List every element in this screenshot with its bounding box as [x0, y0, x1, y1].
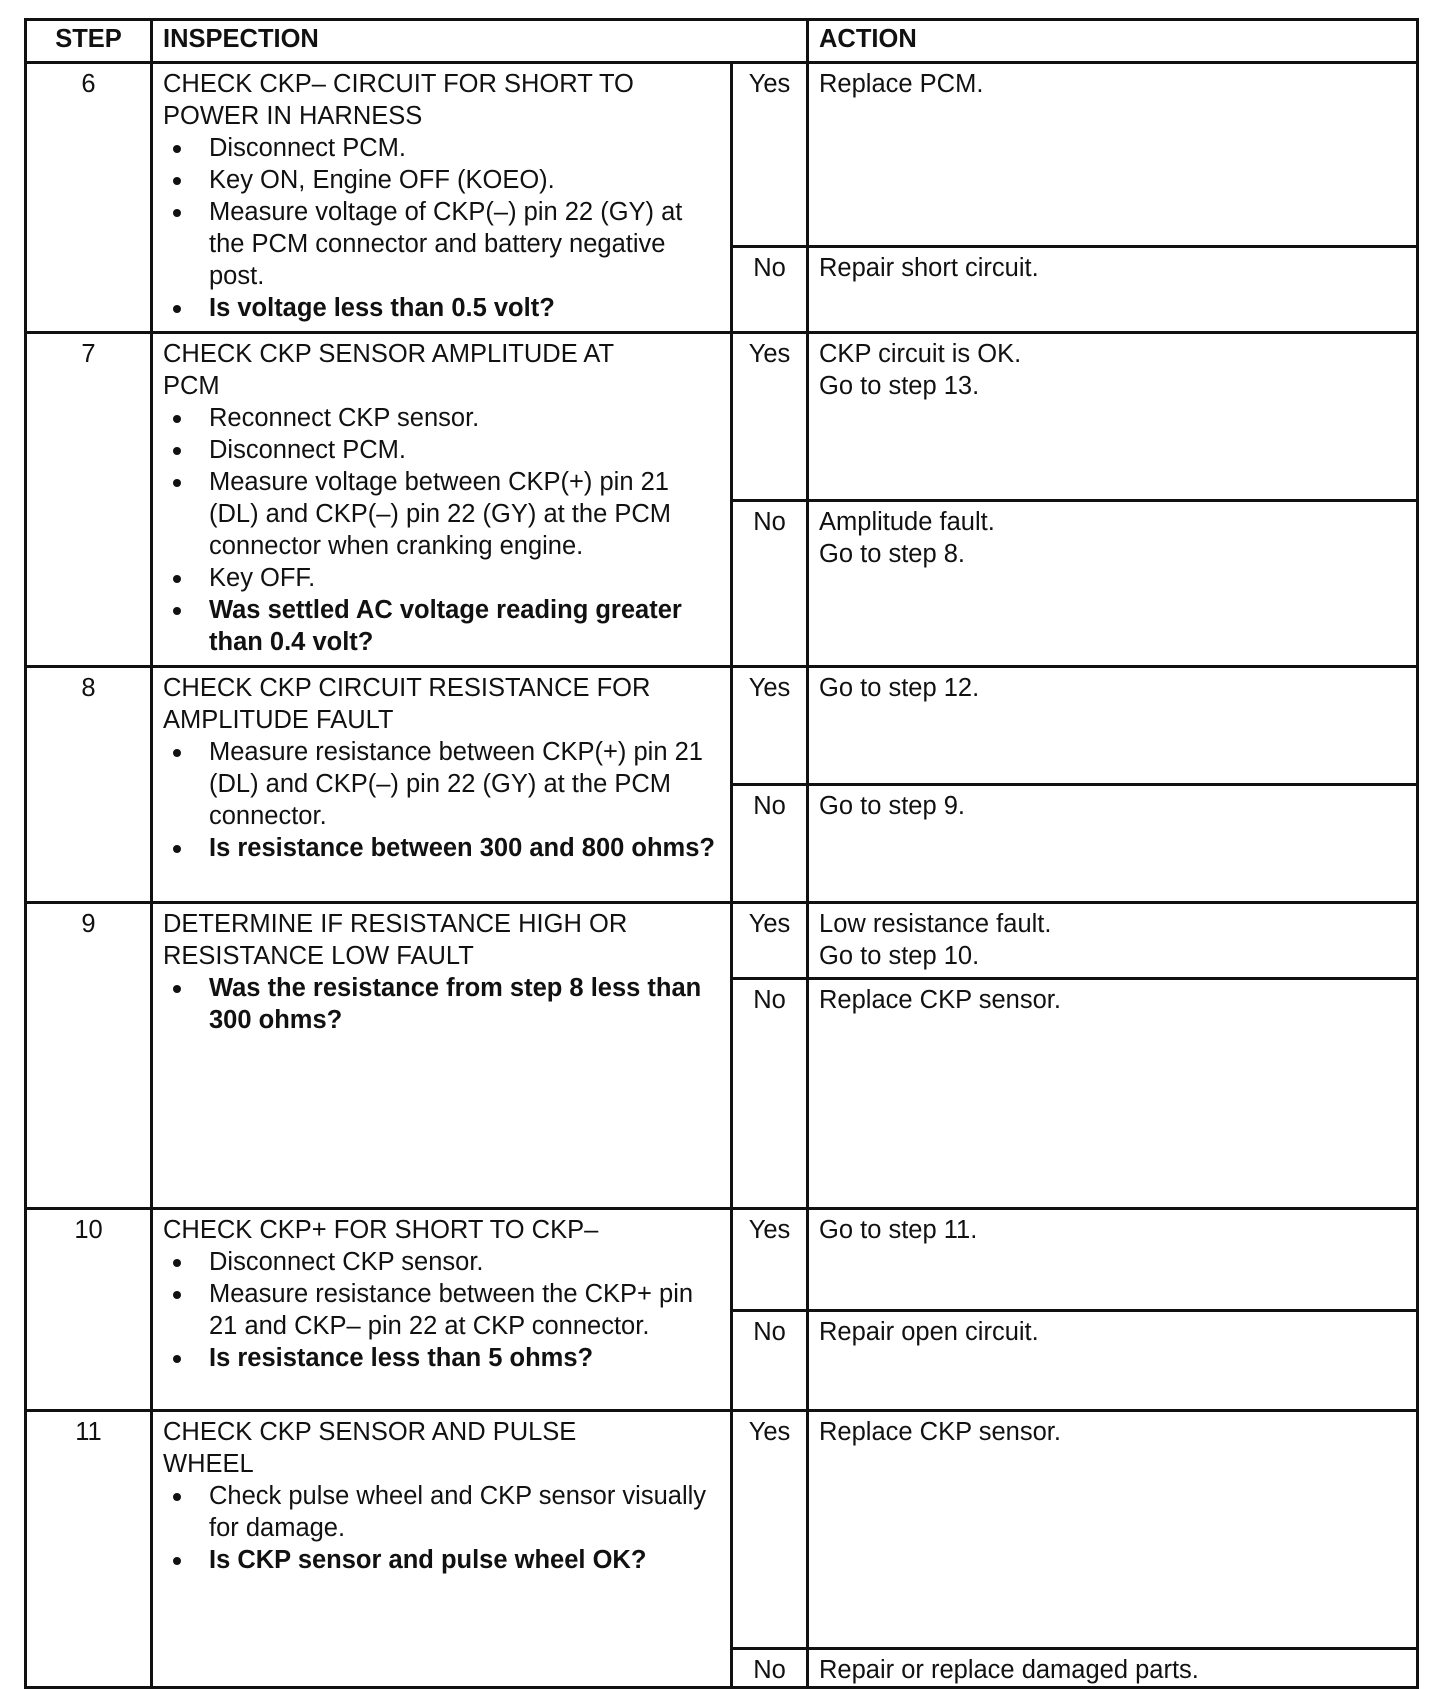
action-line: Go to step 10.	[819, 942, 980, 970]
action-line: Amplitude fault.	[819, 508, 995, 536]
inspection-title-line: CHECK CKP CIRCUIT RESISTANCE FOR	[163, 674, 651, 702]
inspection-title	[163, 338, 722, 402]
inspection-steps	[163, 1480, 722, 1576]
header-action: ACTION	[808, 20, 1418, 63]
yes-action	[808, 667, 1418, 785]
header-inspection: INSPECTION	[152, 20, 808, 63]
inspection-cell	[152, 333, 732, 667]
inspection-steps	[163, 132, 722, 324]
step-number: 11	[26, 1411, 152, 1688]
table-row	[26, 1411, 1418, 1649]
no-action	[808, 501, 1418, 667]
inspection-bullet: Key ON, Engine OFF (KOEO).	[163, 164, 722, 196]
inspection-bullet: Reconnect CKP sensor.	[163, 402, 722, 434]
action-line: Go to step 8.	[819, 540, 966, 568]
inspection-bullet: Disconnect PCM.	[163, 434, 722, 466]
no-action	[808, 1311, 1418, 1411]
action-line: Go to step 12.	[819, 674, 980, 702]
inspection-cell	[152, 1411, 732, 1688]
yes-answer: Yes	[732, 63, 808, 247]
step-number: 8	[26, 667, 152, 903]
diagnostic-table	[24, 18, 1419, 1689]
action-line: Low resistance fault.	[819, 910, 1052, 938]
action-line: Replace CKP sensor.	[819, 1418, 1061, 1446]
table-row	[26, 667, 1418, 785]
inspection-steps	[163, 736, 722, 864]
inspection-question: Was settled AC voltage reading greater than 0.4 volt?	[163, 594, 722, 658]
inspection-cell	[152, 63, 732, 333]
table-row	[26, 1209, 1418, 1311]
no-answer: No	[732, 501, 808, 667]
yes-answer: Yes	[732, 667, 808, 785]
table-body	[26, 63, 1418, 1688]
inspection-question: Is resistance less than 5 ohms?	[163, 1342, 722, 1374]
yes-answer: Yes	[732, 1411, 808, 1649]
inspection-title	[163, 672, 722, 736]
yes-answer: Yes	[732, 1209, 808, 1311]
yes-action	[808, 333, 1418, 501]
inspection-title	[163, 68, 722, 132]
yes-answer: Yes	[732, 333, 808, 501]
inspection-question: Is voltage less than 0.5 volt?	[163, 292, 722, 324]
no-action	[808, 247, 1418, 333]
no-answer: No	[732, 785, 808, 903]
no-answer: No	[732, 247, 808, 333]
inspection-cell	[152, 1209, 732, 1411]
inspection-title-line: CHECK CKP SENSOR AND PULSE	[163, 1418, 577, 1446]
inspection-title	[163, 1214, 722, 1246]
action-line: Replace PCM.	[819, 70, 984, 98]
header-step: STEP	[26, 20, 152, 63]
no-action	[808, 785, 1418, 903]
inspection-question: Is resistance between 300 and 800 ohms?	[163, 832, 722, 864]
inspection-bullet: Measure voltage of CKP(–) pin 22 (GY) at the PCM connector and battery negative post.	[163, 196, 722, 292]
inspection-bullet: Key OFF.	[163, 562, 722, 594]
inspection-steps	[163, 402, 722, 658]
inspection-question: Was the resistance from step 8 less than 300 ohms?	[163, 972, 722, 1036]
inspection-bullet: Measure resistance between CKP(+) pin 21 (DL) and CKP(–) pin 22 (GY) at the PCM connector.	[163, 736, 722, 832]
table-row	[26, 63, 1418, 247]
no-answer: No	[732, 1311, 808, 1411]
inspection-title-line: WHEEL	[163, 1450, 254, 1478]
inspection-cell	[152, 903, 732, 1209]
yes-action	[808, 1411, 1418, 1649]
action-line: Go to step 9.	[819, 792, 966, 820]
inspection-bullet: Disconnect PCM.	[163, 132, 722, 164]
inspection-title-line: RESISTANCE LOW FAULT	[163, 942, 474, 970]
action-line: Go to step 13.	[819, 372, 980, 400]
inspection-title-line: CHECK CKP+ FOR SHORT TO CKP–	[163, 1216, 599, 1244]
no-answer: No	[732, 1649, 808, 1688]
inspection-steps	[163, 1246, 722, 1374]
yes-answer: Yes	[732, 903, 808, 979]
action-line: CKP circuit is OK.	[819, 340, 1022, 368]
no-answer: No	[732, 979, 808, 1209]
inspection-title	[163, 1416, 722, 1480]
inspection-bullet: Measure voltage between CKP(+) pin 21 (DL) and CKP(–) pin 22 (GY) at the PCM connector when cranking engine.	[163, 466, 722, 562]
inspection-title-line: CHECK CKP– CIRCUIT FOR SHORT TO	[163, 70, 634, 98]
no-action	[808, 979, 1418, 1209]
step-number: 6	[26, 63, 152, 333]
table-row	[26, 333, 1418, 501]
step-number: 10	[26, 1209, 152, 1411]
action-line: Replace CKP sensor.	[819, 986, 1061, 1014]
step-number: 7	[26, 333, 152, 667]
inspection-steps	[163, 972, 722, 1036]
inspection-question: Is CKP sensor and pulse wheel OK?	[163, 1544, 722, 1576]
action-line: Go to step 11.	[819, 1216, 978, 1244]
step-number: 9	[26, 903, 152, 1209]
inspection-cell	[152, 667, 732, 903]
inspection-title-line: PCM	[163, 372, 220, 400]
inspection-bullet: Measure resistance between the CKP+ pin 21 and CKP– pin 22 at CKP connector.	[163, 1278, 722, 1342]
action-line: Repair or replace damaged parts.	[819, 1656, 1199, 1684]
inspection-title-line: POWER IN HARNESS	[163, 102, 423, 130]
action-line: Repair short circuit.	[819, 254, 1039, 282]
yes-action	[808, 1209, 1418, 1311]
inspection-title-line: CHECK CKP SENSOR AMPLITUDE AT	[163, 340, 615, 368]
yes-action	[808, 63, 1418, 247]
table-row	[26, 903, 1418, 979]
yes-action	[808, 903, 1418, 979]
header-row	[26, 20, 1418, 63]
inspection-title-line: DETERMINE IF RESISTANCE HIGH OR	[163, 910, 628, 938]
inspection-bullet: Disconnect CKP sensor.	[163, 1246, 722, 1278]
inspection-title-line: AMPLITUDE FAULT	[163, 706, 394, 734]
inspection-bullet: Check pulse wheel and CKP sensor visually for damage.	[163, 1480, 722, 1544]
inspection-title	[163, 908, 722, 972]
action-line: Repair open circuit.	[819, 1318, 1039, 1346]
